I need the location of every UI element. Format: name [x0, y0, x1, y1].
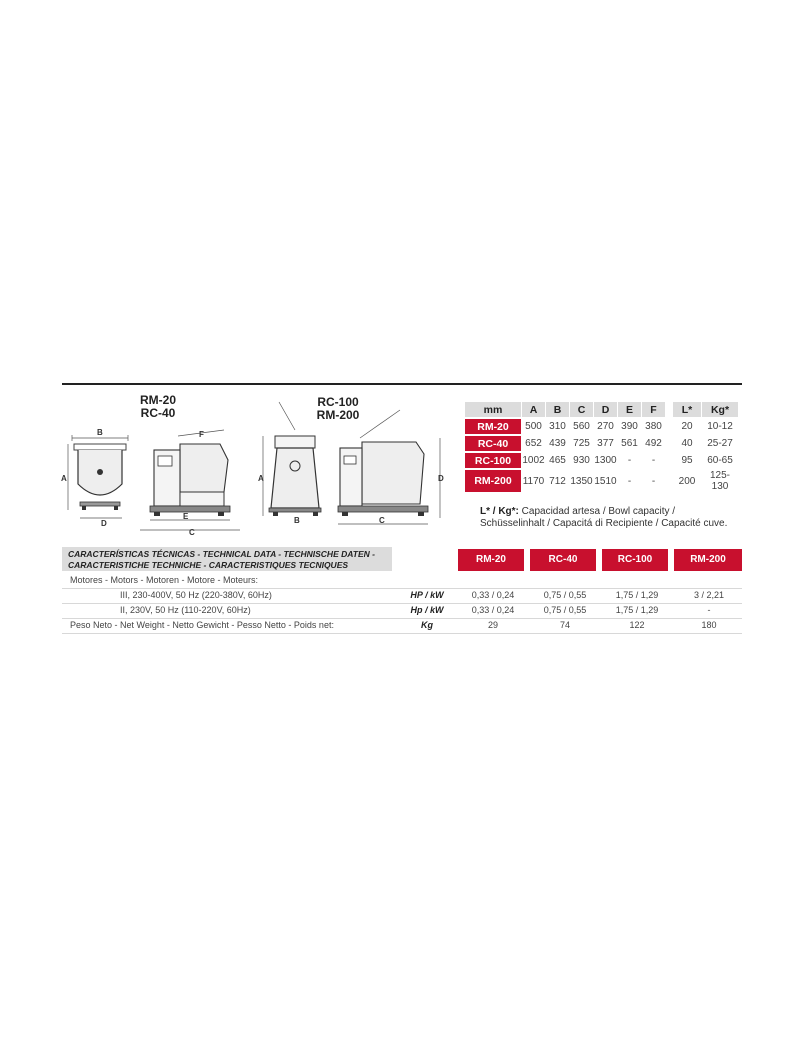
header-kg: Kg*	[702, 402, 738, 417]
tech-model-rm20: RM-20	[458, 549, 524, 571]
cell: 712	[549, 475, 566, 487]
tech-model-rm200: RM-200	[674, 549, 742, 571]
left-model-label	[128, 394, 188, 420]
dim-letter-d-large: D	[438, 474, 444, 483]
tech-title-line2: CARACTERISTICHE TECHNICHE - CARACTERISTIQUES TECNIQUES	[68, 559, 349, 570]
cell: 390	[621, 421, 638, 432]
cell: 560	[573, 421, 590, 432]
row-model: RM-20	[465, 419, 521, 434]
cell: 0,33 / 0,24	[471, 605, 515, 615]
cell: 465	[549, 455, 566, 466]
cell: 1002	[522, 455, 545, 466]
cell: 500	[525, 421, 542, 432]
side-view-small-diagram	[140, 420, 240, 540]
cell: -	[707, 605, 711, 615]
cell: -	[627, 455, 632, 466]
cell: 74	[559, 620, 570, 630]
cell: 492	[645, 438, 662, 449]
dim-letter-c-large: C	[379, 516, 385, 525]
header-f: F	[642, 402, 665, 417]
cell: 270	[597, 421, 614, 432]
cell: 1510	[594, 475, 617, 487]
tech-data-title	[62, 547, 392, 571]
cell-capacity: 95	[681, 455, 693, 466]
cell-capacity: 200	[678, 475, 696, 487]
cell: 1,75 / 1,29	[615, 590, 659, 600]
three-phase-unit: HP / kW	[410, 590, 444, 600]
model-label-rc40: RC-40	[140, 406, 176, 420]
table-row	[465, 436, 738, 451]
dim-letter-c: C	[189, 528, 195, 537]
model-label-rm200: RM-200	[316, 408, 360, 422]
cell: 561	[621, 438, 638, 449]
front-view-large-diagram	[255, 400, 335, 530]
tech-model-rc100: RC-100	[602, 549, 668, 571]
gap	[666, 470, 672, 492]
dim-letter-b: B	[97, 428, 103, 437]
cell-weight: 125-130	[709, 470, 730, 492]
side-view-large-diagram	[330, 408, 450, 532]
note-key: L* / Kg*:	[480, 506, 519, 517]
cell-capacity: 20	[681, 421, 693, 432]
note-line2: Schüsselinhalt / Capacitá di Recipiente / Capacité cuve.	[480, 517, 728, 529]
header-d: D	[594, 402, 617, 417]
row-model: RM-200	[465, 470, 521, 492]
gap	[666, 453, 672, 468]
row-model: RC-100	[465, 453, 521, 468]
cell: -	[651, 455, 656, 466]
weight-unit: Kg	[421, 620, 433, 630]
cell: 652	[525, 438, 542, 449]
tech-model-rc40: RC-40	[530, 549, 596, 571]
top-rule	[62, 383, 742, 385]
tech-title-line1: CARACTERÍSTICAS TÉCNICAS - TECHNICAL DATA - TECHNISCHE DATEN -	[68, 549, 375, 559]
motors-label: Motores - Motors - Motoren - Motore - Moteurs:	[70, 575, 259, 585]
weight-label: Peso Neto - Net Weight - Netto Gewicht - Pesso Netto - Poids net:	[70, 620, 334, 630]
model-label-rc100: RC-100	[317, 395, 359, 409]
three-phase-label: III, 230-400V, 50 Hz (220-380V, 60Hz)	[120, 590, 272, 600]
weight-row	[62, 619, 742, 634]
dim-letter-d: D	[101, 519, 107, 528]
capacity-note	[480, 506, 727, 529]
cell: -	[627, 475, 632, 487]
single-phase-row	[62, 604, 742, 619]
dim-letter-e: E	[183, 512, 189, 521]
cell: 0,33 / 0,24	[471, 590, 515, 600]
header-gap	[666, 402, 672, 417]
cell-weight: 10-12	[707, 421, 733, 432]
cell-capacity: 40	[681, 438, 693, 449]
dim-letter-a-large: A	[258, 474, 264, 483]
motors-row	[62, 574, 742, 589]
dim-letter-f: F	[199, 430, 204, 439]
front-view-small-diagram	[60, 424, 140, 534]
cell-weight: 25-27	[707, 438, 733, 449]
header-l: L*	[673, 402, 701, 417]
cell: 377	[597, 438, 614, 449]
cell: 29	[487, 620, 498, 630]
cell: 0,75 / 0,55	[543, 605, 587, 615]
header-b: B	[546, 402, 569, 417]
single-phase-label: II, 230V, 50 Hz (110-220V, 60Hz)	[120, 605, 251, 615]
cell: 380	[645, 421, 662, 432]
dim-letter-b-large: B	[294, 516, 300, 525]
row-model: RC-40	[465, 436, 521, 451]
dim-letter-a: A	[61, 474, 67, 483]
cell: 180	[701, 620, 717, 630]
header-a: A	[522, 402, 545, 417]
cell: -	[651, 475, 656, 487]
cell: 1,75 / 1,29	[615, 605, 659, 615]
cell: 122	[629, 620, 645, 630]
header-c: C	[570, 402, 593, 417]
dimensions-header-row	[465, 402, 738, 417]
cell-weight: 60-65	[707, 455, 733, 466]
header-e: E	[618, 402, 641, 417]
gap	[666, 419, 672, 434]
cell: 1170	[522, 475, 545, 487]
single-phase-unit: Hp / kW	[410, 605, 444, 615]
cell: 310	[549, 421, 566, 432]
cell: 1350	[570, 475, 593, 487]
header-mm: mm	[465, 402, 521, 417]
table-row	[465, 453, 738, 468]
three-phase-row	[62, 589, 742, 604]
cell: 439	[549, 438, 566, 449]
table-row	[465, 470, 738, 492]
cell: 930	[573, 455, 590, 466]
gap	[666, 436, 672, 451]
cell: 0,75 / 0,55	[543, 590, 587, 600]
table-row	[465, 419, 738, 434]
cell: 1300	[594, 455, 617, 466]
cell: 3 / 2,21	[693, 590, 725, 600]
dimensions-table	[464, 400, 739, 494]
note-line1: Capacidad artesa / Bowl capacity /	[518, 506, 676, 517]
model-label-rm20: RM-20	[139, 393, 176, 407]
cell: 725	[573, 438, 590, 449]
